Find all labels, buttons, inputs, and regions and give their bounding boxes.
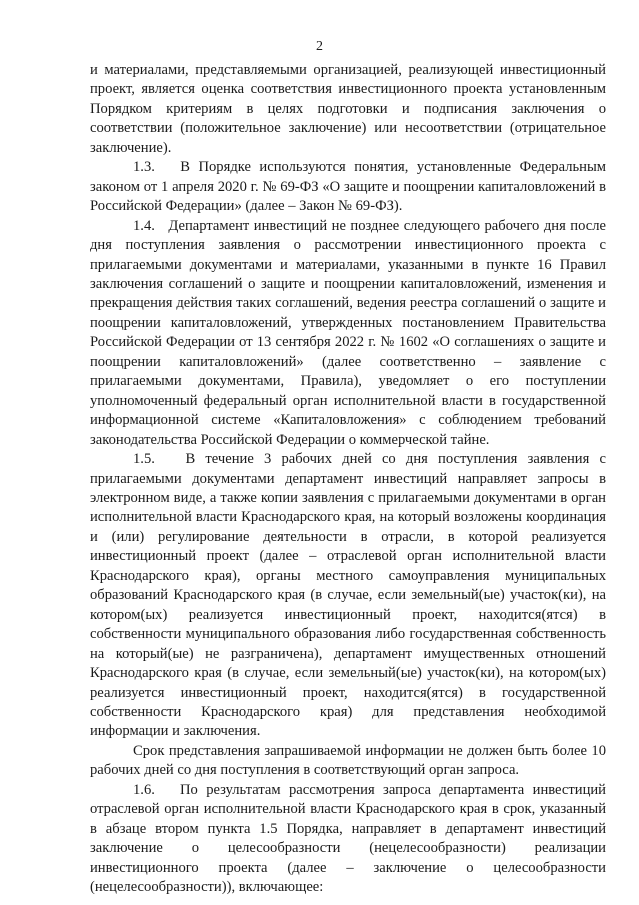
- page-number: 2: [316, 39, 323, 54]
- paragraph-deadline: Срок представления запрашиваемой информации не должен быть более 10 рабочих дней со дня поступления в соответствующий орган запроса.: [90, 742, 606, 779]
- paragraph-1-6: 1.6. По результатам рассмотрения запроса департамента инвестиций отраслевой орган исполнительной власти Краснодарского края в срок, указанный в абзаце втором пункта 1.5 Порядка, направляет в департамент инвестиций заключение о целесообразности (нецелесообразности) реализации инвестиционного проекта (далее – заключение о целесообразности (нецелесообразности)), включающее:: [90, 781, 606, 896]
- paragraph-1-4: 1.4. Департамент инвестиций не позднее следующего рабочего дня после дня поступления заявления о рассмотрении инвестиционного проекта с прилагаемыми документами и материалами, указанными в пункте 16 Правил заключения соглашений о защите и поощрении капиталовложений, изменения и прекращения действия таких соглашений, ведения реестра соглашений о защите и поощрении капиталовложений, утвержденных постановлением Правительства Российской Федерации от 13 сентября 2022 г. № 1602 «О соглашениях о защите и поощрении капиталовложений» (далее соответственно – заявление с прилагаемыми документами, Правила), уведомляет о его поступлении уполномоченный федеральный орган исполнительной власти в государственной информационной системе «Капиталовложения» с соблюдением требований законодательства Российской Федерации о коммерческой тайне.: [90, 217, 606, 448]
- paragraph-1-3: 1.3. В Порядке используются понятия, установленные Федеральным законом от 1 апреля 2020 г. № 69-ФЗ «О защите и поощрении капиталовложений в Российской Федерации» (далее – Закон № 69-ФЗ).: [90, 159, 606, 215]
- paragraph-continuation: и материалами, представляемыми организацией, реализующей инвестиционный проект, является оценка соответствия инвестиционного проекта установленным Порядком критериям в целях подготовки и подписания заключения о соответствии (положительное заключение) или несоответствии (отрицательное заключение).: [90, 62, 606, 156]
- paragraph-1-5: 1.5. В течение 3 рабочих дней со дня поступления заявления с прилагаемыми документами департамент инвестиций направляет запросы в электронном виде, а также копии заявления с прилагаемыми документами в орган исполнительной власти Краснодарского края, на который возложены координация и (или) регулирование деятельности в отрасли, в которой реализуется инвестиционный проект (далее – отраслевой орган исполнительной власти Краснодарского края), органы местного самоуправления муниципальных образований Краснодарского края (в случае, если земельный(ые) участок(ки), на котором(ых) реализуется инвестиционный проект, находится(ятся) в собственности муниципального образования либо государственная собственность на который(ые) не разграничена), департамент имущественных отношений Краснодарского края (в случае, если земельный(ые) участок(ки), на котором(ых) реализуется инвестиционный проект, находится(ятся) в государственной собственности Краснодарского края) для представления необходимой информации и заключения.: [90, 451, 606, 740]
- document-body: [90, 61, 606, 897]
